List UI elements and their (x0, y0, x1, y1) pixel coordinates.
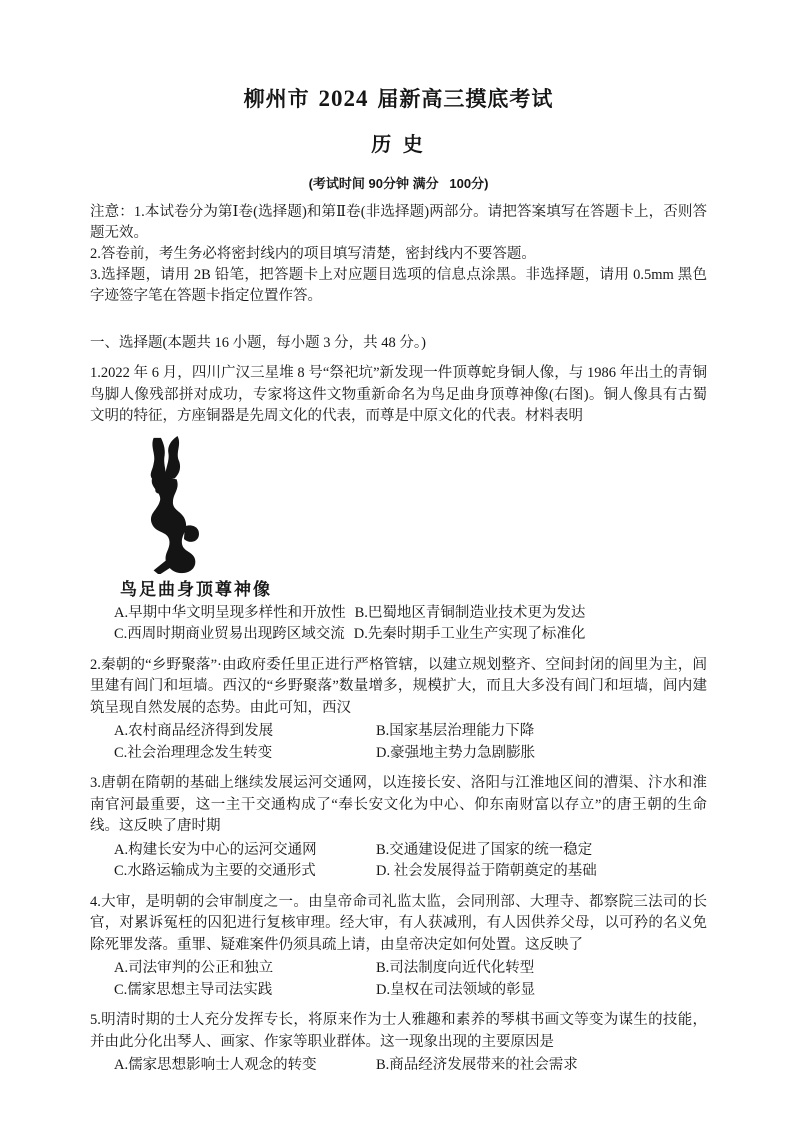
note-2: 2.答卷前，考生务必将密封线内的项目填写清楚，密封线内不要答题。 (90, 246, 536, 262)
question-4-stem: 4.大审，是明朝的会审制度之一。由皇帝命司礼监太监，会同刑部、大理寺、都察院三法司的长官，对累诉冤枉的囚犯进行复核审理。经大审，有人获减刑，有人因供养父母，以可矜的名义免除死罪发落。重罪、疑难案件仍须具疏上请，由皇帝决定如何处置。这反映了 (90, 893, 707, 953)
section-header: 一、选择题(本题共 16 小题，每小题 3 分，共 48 分。) (90, 335, 426, 351)
exam-title-year: 2024 (318, 86, 369, 111)
q5-option-a: A.儒家思想影响士人观念的转变 (114, 1057, 317, 1073)
exam-title-suffix: 届新高三摸底考试 (370, 88, 554, 111)
q1-option-a: A.早期中华文明呈现多样性和开放性 (114, 604, 346, 621)
question-5-options (90, 1055, 707, 1077)
question-1-stem: 1.2022 年 6 月，四川广汉三星堆 8 号“祭祀坑”新发现一件顶尊蛇身铜人像，与 1986 年出土的青铜鸟脚人像残部拼对成功，专家将这件文物重新命名为鸟足曲身顶尊神像(右图)。铜人像具有古蜀文明的特征，方座铜器是先周文化的代表，而尊是中原文化的代表。材料表明 (90, 365, 707, 424)
exam-title-prefix: 柳州市 (243, 88, 317, 111)
q4-option-b: B.司法制度向近代化转型 (376, 960, 535, 976)
q5-option-b: B.商品经济发展带来的社会需求 (376, 1057, 578, 1073)
q1-option-d: D.先秦时期手工业生产实现了标准化 (353, 626, 586, 642)
bronze-statue-image (120, 436, 224, 574)
question-2-options (90, 721, 707, 764)
question-3-stem: 3.唐朝在隋朝的基础上继续发展运河交通网，以连接长安、洛阳与江淮地区间的漕渠、汴水和淮南官河最重要，这一主干交通构成了“奉长安文化为中心、仰东南财富以存立”的唐王朝的生命线。这反映了唐时期 (90, 775, 707, 834)
exam-title (90, 86, 707, 113)
note-1: 注意：1.本试卷分为第Ⅰ卷(选择题)和第Ⅱ卷(非选择题)两部分。请把答案填写在答题卡上，否则答题无效。 (90, 204, 707, 241)
q1-option-c: C.西周时期商业贸易出现跨区域交流 (114, 626, 345, 642)
q3-option-c: C.水路运输成为主要的交通形式 (114, 863, 316, 879)
question-5 (90, 1010, 707, 1077)
q2-option-d: D.豪强地主势力急剧膨胀 (376, 744, 536, 761)
artifact-figure (120, 436, 707, 601)
q1-option-b: B.巴蜀地区青铜制造业技术更为发达 (354, 604, 586, 621)
question-5-stem: 5.明清时期的士人充分发挥专长，将原来作为士人雅趣和素养的琴棋书画文等变为谋生的技能，并由此分化出琴人、画家、作家等职业群体。这一现象出现的主要原因是 (90, 1012, 707, 1050)
question-2-stem: 2.秦朝的“乡野聚落”·由政府委任里正进行严格管辖，以建立规划整齐、空间封闭的闾里为主，闾里建有闾门和垣墙。西汉的“乡野聚落”数量增多，规模扩大，而且大多没有闾门和垣墙，闾内建筑呈现自然发展的态势。由此可知，西汉 (90, 656, 707, 716)
question-4 (90, 892, 707, 1002)
q3-option-d: D. 社会发展得益于隋朝奠定的基础 (376, 863, 597, 879)
q2-option-c: C.社会治理理念发生转变 (114, 744, 273, 761)
q2-option-a: A.农村商品经济得到发展 (114, 723, 274, 739)
question-1-options (90, 603, 707, 646)
q4-option-a: A.司法审判的公正和独立 (114, 960, 274, 976)
question-4-options (90, 958, 707, 1001)
subject-title: 历 史 (371, 134, 426, 156)
question-1-options-row-2 (90, 624, 707, 646)
q3-option-a: A.构建长安为中心的运河交通网 (114, 841, 317, 858)
question-3-options (90, 840, 707, 883)
q3-option-b: B.交通建设促进了国家的统一稳定 (376, 841, 593, 858)
q4-option-c: C.儒家思想主导司法实践 (114, 981, 273, 998)
question-1 (90, 363, 707, 646)
question-3 (90, 773, 707, 883)
q2-option-b: B.国家基层治理能力下降 (376, 723, 535, 739)
question-1-options-row-1 (90, 603, 707, 625)
note-3: 3.选择题，请用 2B 铅笔，把答题卡上对应题目选项的信息点涂黑。非选择题，请用 0.5mm 黑色字迹签字笔在答题卡指定位置作答。 (90, 267, 707, 304)
question-2 (90, 655, 707, 765)
q4-option-d: D.皇权在司法领域的彰显 (376, 981, 536, 998)
exam-notes (90, 202, 707, 307)
exam-info: (考试时间 90分钟 满分 100分) (308, 176, 489, 191)
figure-caption: 鸟足曲身顶尊神像 (120, 579, 272, 599)
